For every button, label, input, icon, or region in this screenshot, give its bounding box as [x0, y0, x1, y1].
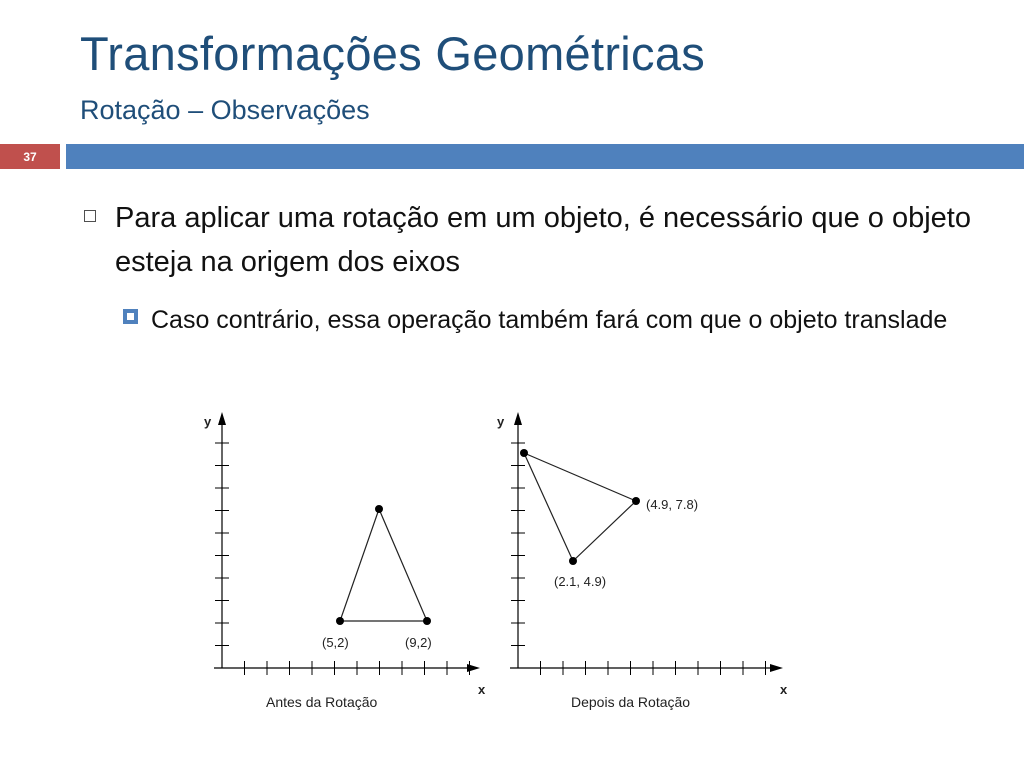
point-label-5-2: (5,2)	[322, 635, 349, 650]
y-axis-label: y	[204, 414, 212, 429]
slide-subtitle: Rotação – Observações	[80, 95, 370, 125]
point-label-2-1-4-9: (2.1, 4.9)	[554, 574, 607, 589]
y-axis-label: y	[497, 414, 505, 429]
vertex-2-1-4-9	[569, 557, 577, 565]
y-axis-arrow	[218, 412, 226, 425]
vertex-4-9-7-8	[632, 497, 640, 505]
caption-before: Antes da Rotação	[266, 694, 378, 710]
bullet-main-text: Para aplicar uma rotação em um objeto, é necessário que o objeto esteja na origem dos eixos	[115, 202, 971, 278]
x-axis-label: x	[780, 682, 788, 697]
slide-title: Transformações Geométricas	[80, 27, 706, 80]
x-axis-arrow	[770, 664, 783, 672]
y-axis-arrow	[514, 412, 522, 425]
triangle-after	[524, 453, 636, 561]
vertex-9-2	[423, 617, 431, 625]
plot-before-rotation	[204, 412, 486, 710]
bullet-sub-text: Caso contrário, essa operação também fará com que o objeto translade	[151, 306, 948, 334]
vertex-top-left	[520, 449, 528, 457]
x-axis-arrow	[467, 664, 480, 672]
x-axis-label: x	[478, 682, 486, 697]
point-label-4-9-7-8: (4.9, 7.8)	[646, 497, 699, 512]
plot-after-rotation	[497, 412, 788, 710]
vertex-5-2	[336, 617, 344, 625]
vertex-top	[375, 505, 383, 513]
point-label-9-2: (9,2)	[405, 635, 432, 650]
caption-after: Depois da Rotação	[571, 694, 691, 710]
slide-number: 37	[0, 144, 60, 169]
triangle-before	[340, 509, 427, 621]
